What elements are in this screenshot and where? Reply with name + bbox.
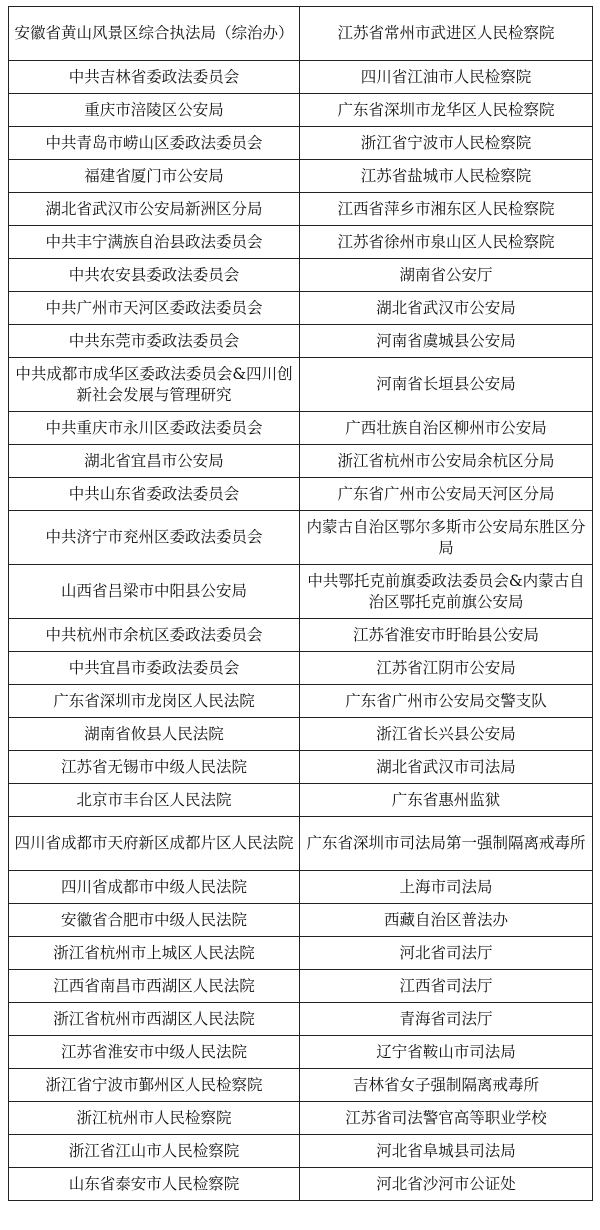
table-cell-right: 广东省广州市公安局交警支队 bbox=[300, 685, 593, 718]
table-cell-right: 江西省司法厅 bbox=[300, 970, 593, 1003]
table-cell-left: 福建省厦门市公安局 bbox=[9, 160, 300, 193]
table-cell-left: 重庆市涪陵区公安局 bbox=[9, 94, 300, 127]
table-row bbox=[9, 817, 593, 871]
table-cell-left: 浙江省杭州市西湖区人民法院 bbox=[9, 1003, 300, 1036]
table-row bbox=[9, 1036, 593, 1069]
table-row bbox=[9, 61, 593, 94]
table-cell-left: 中共杭州市余杭区委政法委员会 bbox=[9, 619, 300, 652]
table-cell-left: 山西省吕梁市中阳县公安局 bbox=[9, 565, 300, 619]
table-row bbox=[9, 751, 593, 784]
table-row bbox=[9, 1003, 593, 1036]
table-row bbox=[9, 1168, 593, 1201]
table-row bbox=[9, 94, 593, 127]
table-row bbox=[9, 412, 593, 445]
table-cell-left: 江苏省淮安市中级人民法院 bbox=[9, 1036, 300, 1069]
table-cell-right: 湖南省公安厅 bbox=[300, 259, 593, 292]
table-row bbox=[9, 127, 593, 160]
table-row bbox=[9, 652, 593, 685]
table-cell-left: 四川省成都市中级人民法院 bbox=[9, 871, 300, 904]
table-cell-left: 安徽省合肥市中级人民法院 bbox=[9, 904, 300, 937]
table-cell-left: 中共东莞市委政法委员会 bbox=[9, 325, 300, 358]
table-row bbox=[9, 292, 593, 325]
table-cell-right: 河北省阜城县司法局 bbox=[300, 1135, 593, 1168]
table-row bbox=[9, 970, 593, 1003]
table-cell-right: 浙江省宁波市人民检察院 bbox=[300, 127, 593, 160]
table-cell-left: 湖北省宜昌市公安局 bbox=[9, 445, 300, 478]
table-cell-left: 中共重庆市永川区委政法委员会 bbox=[9, 412, 300, 445]
table-row bbox=[9, 904, 593, 937]
table-row bbox=[9, 1102, 593, 1135]
table-row bbox=[9, 1135, 593, 1168]
table-cell-right: 广西壮族自治区柳州市公安局 bbox=[300, 412, 593, 445]
table-row bbox=[9, 718, 593, 751]
table-cell-right: 江苏省江阴市公安局 bbox=[300, 652, 593, 685]
table-row bbox=[9, 358, 593, 412]
table-cell-left: 浙江省江山市人民检察院 bbox=[9, 1135, 300, 1168]
table-cell-right: 中共鄂托克前旗委政法委员会&内蒙古自治区鄂托克前旗公安局 bbox=[300, 565, 593, 619]
table-cell-right: 江苏省徐州市泉山区人民检察院 bbox=[300, 226, 593, 259]
table-cell-left: 中共广州市天河区委政法委员会 bbox=[9, 292, 300, 325]
table-cell-left: 中共济宁市兖州区委政法委员会 bbox=[9, 511, 300, 565]
table-row bbox=[9, 565, 593, 619]
table-cell-right: 河南省虞城县公安局 bbox=[300, 325, 593, 358]
table-cell-right: 湖北省武汉市公安局 bbox=[300, 292, 593, 325]
table-cell-left: 安徽省黄山风景区综合执法局（综治办） bbox=[9, 7, 300, 61]
table-cell-left: 四川省成都市天府新区成都片区人民法院 bbox=[9, 817, 300, 871]
table-cell-right: 广东省惠州监狱 bbox=[300, 784, 593, 817]
table-cell-left: 中共成都市成华区委政法委员会&四川创新社会发展与管理研究 bbox=[9, 358, 300, 412]
table-row bbox=[9, 478, 593, 511]
table-cell-right: 河北省沙河市公证处 bbox=[300, 1168, 593, 1201]
table-cell-left: 北京市丰台区人民法院 bbox=[9, 784, 300, 817]
organizations-table bbox=[8, 6, 593, 1201]
table-row bbox=[9, 226, 593, 259]
table-cell-right: 江苏省司法警官高等职业学校 bbox=[300, 1102, 593, 1135]
table-cell-left: 浙江省杭州市上城区人民法院 bbox=[9, 937, 300, 970]
table-row bbox=[9, 7, 593, 61]
table-row bbox=[9, 259, 593, 292]
table-cell-left: 江西省南昌市西湖区人民法院 bbox=[9, 970, 300, 1003]
table-row bbox=[9, 685, 593, 718]
table-cell-left: 湖南省攸县人民法院 bbox=[9, 718, 300, 751]
table-row bbox=[9, 1069, 593, 1102]
table-cell-right: 浙江省长兴县公安局 bbox=[300, 718, 593, 751]
table-cell-right: 广东省深圳市司法局第一强制隔离戒毒所 bbox=[300, 817, 593, 871]
table-cell-left: 广东省深圳市龙岗区人民法院 bbox=[9, 685, 300, 718]
table-cell-right: 江苏省常州市武进区人民检察院 bbox=[300, 7, 593, 61]
table-row bbox=[9, 511, 593, 565]
table-row bbox=[9, 871, 593, 904]
table-row bbox=[9, 619, 593, 652]
table-cell-left: 江苏省无锡市中级人民法院 bbox=[9, 751, 300, 784]
table-cell-right: 河北省司法厅 bbox=[300, 937, 593, 970]
table-cell-right: 上海市司法局 bbox=[300, 871, 593, 904]
table-cell-left: 浙江杭州市人民检察院 bbox=[9, 1102, 300, 1135]
table-cell-left: 中共青岛市崂山区委政法委员会 bbox=[9, 127, 300, 160]
table-cell-right: 江苏省盐城市人民检察院 bbox=[300, 160, 593, 193]
table-row bbox=[9, 937, 593, 970]
table-cell-right: 青海省司法厅 bbox=[300, 1003, 593, 1036]
table-cell-right: 江苏省淮安市盱眙县公安局 bbox=[300, 619, 593, 652]
table-cell-right: 浙江省杭州市公安局余杭区分局 bbox=[300, 445, 593, 478]
table-row bbox=[9, 160, 593, 193]
table-cell-left: 中共宜昌市委政法委员会 bbox=[9, 652, 300, 685]
table-cell-right: 内蒙古自治区鄂尔多斯市公安局东胜区分局 bbox=[300, 511, 593, 565]
table-cell-left: 浙江省宁波市鄞州区人民检察院 bbox=[9, 1069, 300, 1102]
table-cell-left: 中共农安县委政法委员会 bbox=[9, 259, 300, 292]
table-cell-right: 吉林省女子强制隔离戒毒所 bbox=[300, 1069, 593, 1102]
table-cell-right: 广东省深圳市龙华区人民检察院 bbox=[300, 94, 593, 127]
table-cell-left: 中共吉林省委政法委员会 bbox=[9, 61, 300, 94]
table-cell-right: 西藏自治区普法办 bbox=[300, 904, 593, 937]
table-cell-left: 湖北省武汉市公安局新洲区分局 bbox=[9, 193, 300, 226]
table-cell-right: 四川省江油市人民检察院 bbox=[300, 61, 593, 94]
table-row bbox=[9, 445, 593, 478]
table-row bbox=[9, 784, 593, 817]
table-cell-left: 山东省泰安市人民检察院 bbox=[9, 1168, 300, 1201]
table-cell-right: 湖北省武汉市司法局 bbox=[300, 751, 593, 784]
table-cell-left: 中共丰宁满族自治县政法委员会 bbox=[9, 226, 300, 259]
table-cell-left: 中共山东省委政法委员会 bbox=[9, 478, 300, 511]
table-row bbox=[9, 325, 593, 358]
table-cell-right: 江西省萍乡市湘东区人民检察院 bbox=[300, 193, 593, 226]
table-cell-right: 河南省长垣县公安局 bbox=[300, 358, 593, 412]
table-cell-right: 辽宁省鞍山市司法局 bbox=[300, 1036, 593, 1069]
table-row bbox=[9, 193, 593, 226]
table-cell-right: 广东省广州市公安局天河区分局 bbox=[300, 478, 593, 511]
